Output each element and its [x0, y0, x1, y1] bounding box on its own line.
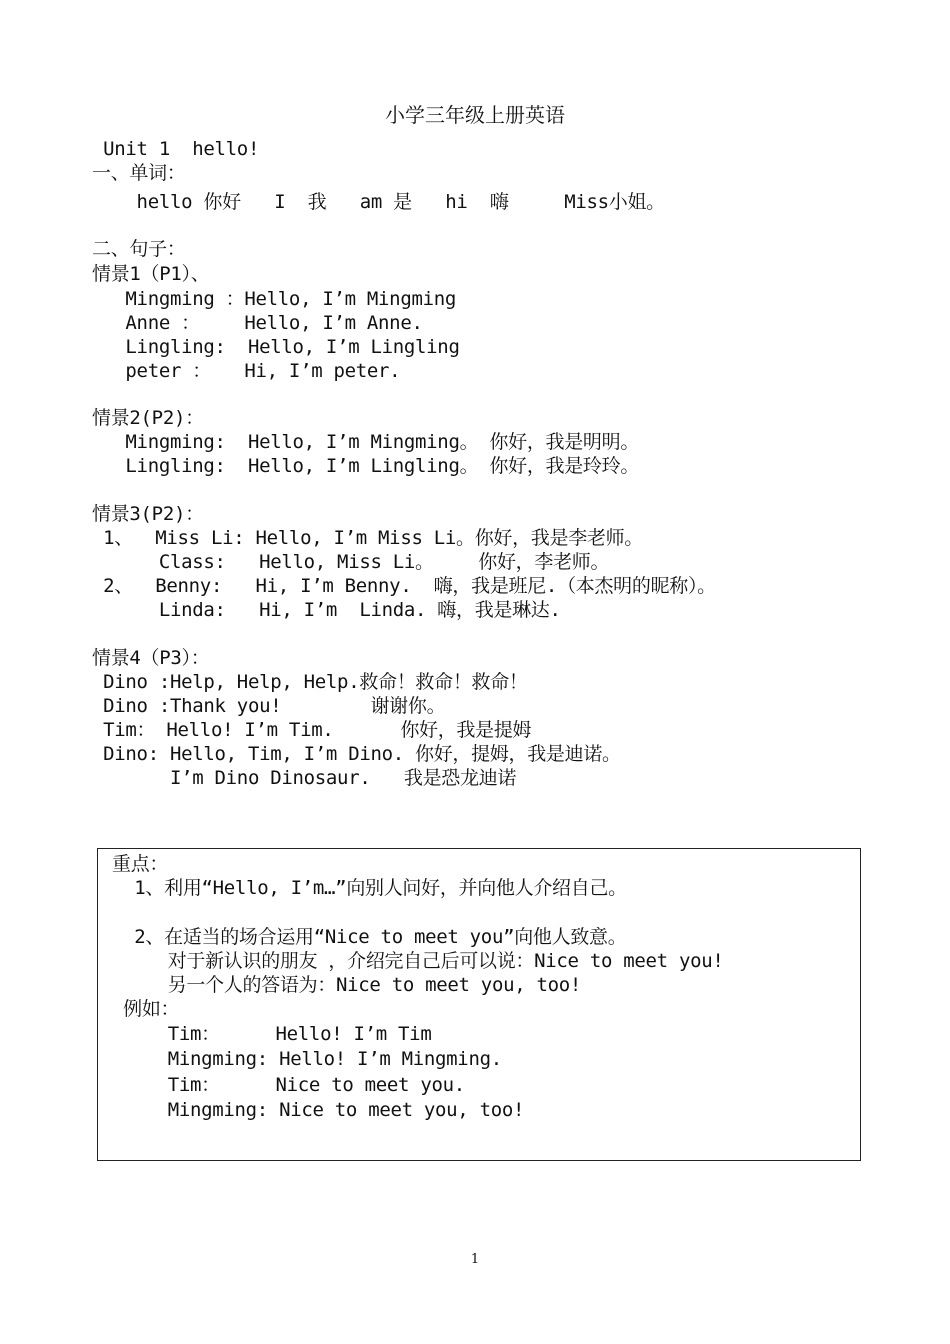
scene-1-line: peter ： Hi, I’m peter. [92, 360, 401, 382]
page-title: 小学三年级上册英语 [385, 103, 565, 127]
key-point-line: 另一个人的答语为：Nice to meet you, too! [112, 974, 582, 996]
scene-2-line: Mingming: Hello, I’m Mingming。 你好，我是明明。 [92, 431, 640, 453]
scene-4-line: Tim： Hello! I’m Tim. 你好，我是提姆 [92, 719, 532, 741]
scene-3-line: 2、 Benny: Hi, I’m Benny. 嗨，我是班尼.（本杰明的昵称）。 [92, 575, 716, 597]
scene-4-line: Dino :Thank you! 谢谢你。 [92, 695, 446, 717]
scene-3-label: 情景3(P2)： [92, 503, 204, 525]
key-point-line: 对于新认识的朋友 ，介绍完自己后可以说：Nice to meet you! [112, 950, 724, 972]
scene-2-line: Lingling: Hello, I’m Lingling。 你好，我是玲玲。 [92, 455, 640, 477]
scene-1-line: Mingming ：Hello, I’m Mingming [92, 288, 457, 310]
scene-4-line: I’m Dino Dinosaur. 我是恐龙迪诺 [92, 767, 517, 789]
page-number: 1 [470, 1252, 480, 1267]
scene-4-label: 情景4（P3）： [92, 647, 210, 669]
example-line: Mingming: Hello! I’m Mingming. [112, 1048, 502, 1070]
scene-3-line: 1、 Miss Li: Hello, I’m Miss Li。你好，我是李老师。 [92, 527, 644, 549]
vocab-heading: 一、单词： [92, 162, 186, 184]
example-line: Tim： Hello! I’m Tim [112, 1023, 432, 1045]
example-line: Mingming: Nice to meet you, too! [112, 1099, 525, 1121]
key-point-line: 1、利用“Hello, I’m…”向别人问好，并向他人介绍自己。 [112, 877, 627, 899]
vocab-line: hello 你好 I 我 am 是 hi 嗨 Miss小姐。 [92, 191, 665, 213]
scene-4-line: Dino :Help, Help, Help.救命！救命！救命！ [92, 671, 528, 693]
sentences-heading: 二、句子： [92, 238, 186, 260]
scene-1-line: Anne ： Hello, I’m Anne. [92, 312, 423, 334]
unit-heading: Unit 1 hello! [92, 138, 260, 160]
scene-1-line: Lingling: Hello, I’m Lingling [92, 336, 460, 358]
key-point-line: 2、在适当的场合运用“Nice to meet you”向他人致意。 [112, 926, 627, 948]
scene-2-label: 情景2(P2)： [92, 407, 204, 429]
key-points-heading: 重点： [112, 853, 169, 875]
example-heading: 例如： [112, 998, 180, 1020]
example-line: Tim： Nice to meet you. [112, 1074, 465, 1096]
scene-3-line: Linda: Hi, I’m Linda. 嗨，我是琳达. [92, 599, 561, 621]
scene-3-line: Class: Hello, Miss Li。 你好，李老师。 [92, 551, 610, 573]
scene-1-label: 情景1（P1）、 [92, 263, 210, 285]
scene-4-line: Dino: Hello, Tim, I’m Dino. 你好，提姆，我是迪诺。 [92, 743, 621, 765]
